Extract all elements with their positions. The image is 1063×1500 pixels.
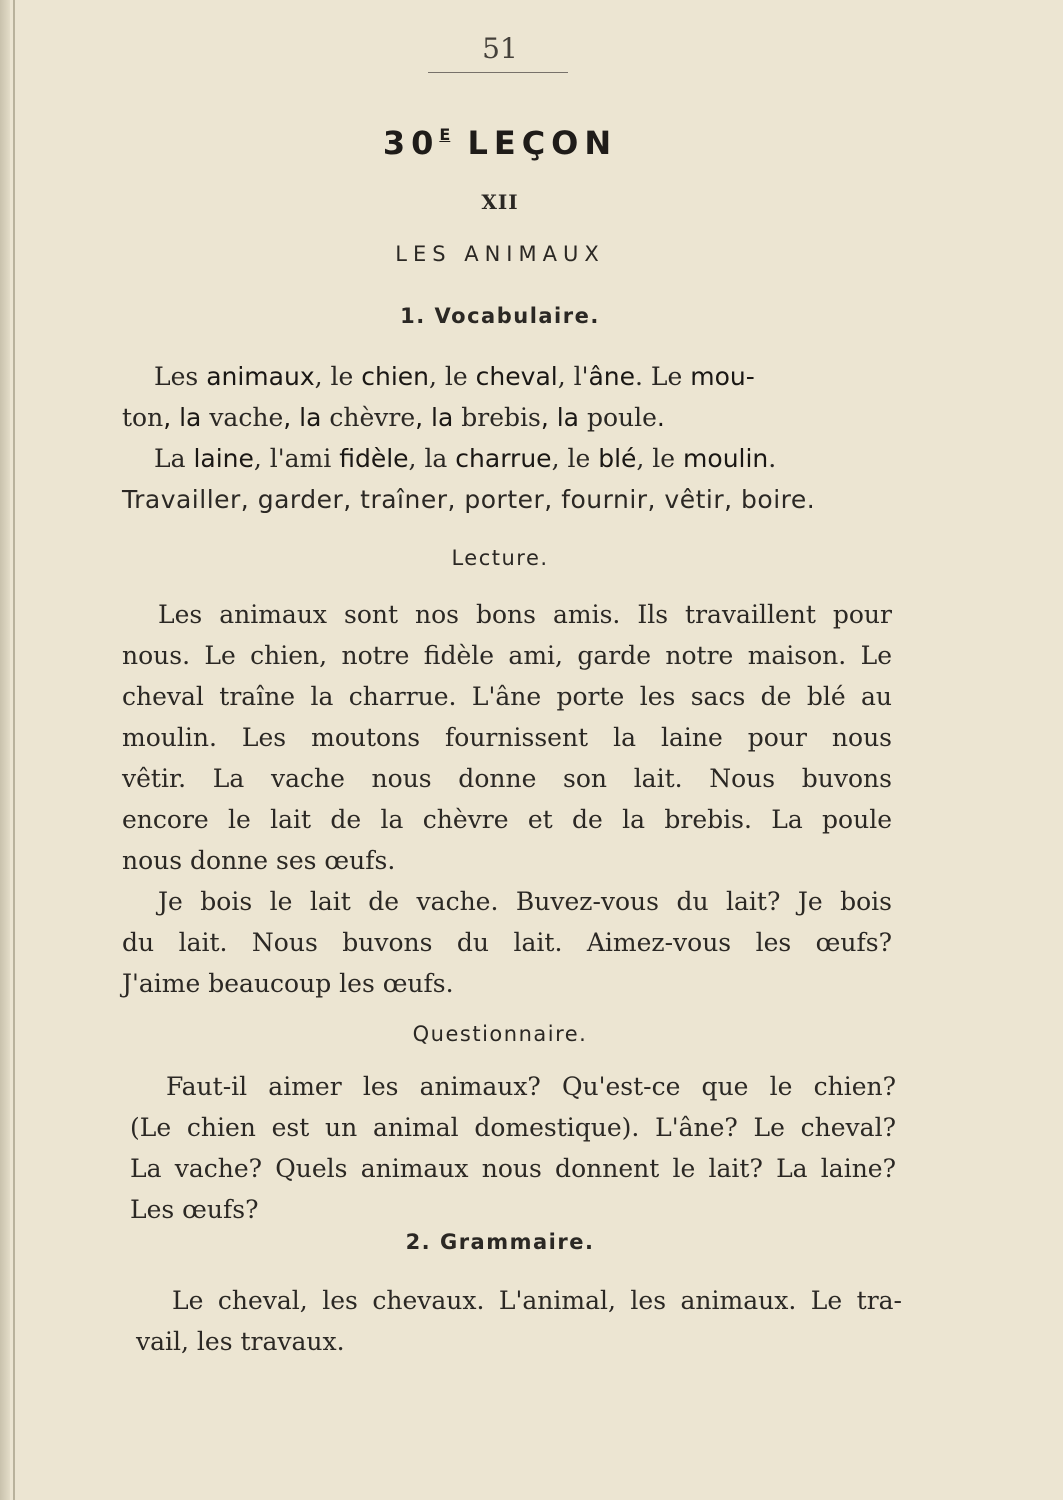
reading-line: nous. Le chien, notre fidèle ami, garde notre maison. Le: [122, 641, 892, 670]
vocab-line: [122, 397, 892, 438]
vocab-paragraph: [122, 356, 892, 520]
page-spine-shadow: [0, 0, 10, 1500]
question-line: Les œufs?: [130, 1195, 259, 1224]
chapter-title: LES ANIMAUX: [395, 242, 605, 266]
questions-heading: Questionnaire.: [412, 1022, 588, 1046]
lesson-suffix: E: [439, 125, 451, 144]
page-number-rule: [428, 72, 568, 73]
vocab-word: , la: [540, 403, 587, 432]
reading-line: cheval traîne la charrue. L'âne porte les sacs de blé au: [122, 682, 892, 711]
reading-line: Les animaux sont nos bons amis. Ils travaillent pour: [158, 600, 892, 629]
lesson-number: 30: [382, 124, 440, 162]
vocab-text: , le: [429, 362, 476, 391]
vocab-word: fidèle: [339, 444, 409, 473]
vocab-text: poule: [586, 403, 657, 432]
vocab-word: animaux: [206, 362, 315, 391]
reading-line: encore le lait de la chèvre et de la brebis. La poule: [122, 805, 892, 834]
page-edge-line: [13, 0, 15, 1500]
vocab-word: chien: [361, 362, 430, 391]
vocab-text: . Le: [635, 362, 691, 391]
vocab-word: , la: [415, 403, 462, 432]
vocab-text: La: [154, 444, 194, 473]
vocab-word: charrue: [455, 444, 552, 473]
vocab-text: , le: [636, 444, 684, 473]
vocab-line: [122, 356, 892, 397]
vocab-text: chèvre: [329, 403, 416, 432]
vocab-text: Travailler, garder, traîner, porter, fournir, vêtir, boire.: [122, 485, 816, 514]
reading-line: vêtir. La vache nous donne son lait. Nous buvons: [122, 764, 892, 793]
reading-line: Je bois le lait de vache. Buvez-vous du lait? Je bois: [158, 887, 892, 916]
roman-numeral: XII: [481, 190, 519, 214]
vocab-heading: 1. Vocabulaire.: [400, 304, 600, 328]
page-number: 51: [482, 32, 518, 65]
vocab-text: , l'ami: [253, 444, 340, 473]
vocab-text: Les: [154, 362, 207, 391]
question-line: (Le chien est un animal domestique). L'âne? Le cheval?: [130, 1113, 896, 1142]
vocab-word: laine: [193, 444, 254, 473]
vocab-line: [122, 479, 892, 520]
vocab-text: , la: [408, 444, 456, 473]
reading-heading: Lecture.: [451, 546, 549, 570]
vocab-word: cheval: [475, 362, 558, 391]
reading-line: du lait. Nous buvons du lait. Aimez-vous les œufs?: [122, 928, 892, 957]
question-line: La vache? Quels animaux nous donnent le lait? La laine?: [130, 1154, 896, 1183]
vocab-text: .: [768, 444, 777, 473]
reading-line: moulin. Les moutons fournissent la laine pour nous: [122, 723, 892, 752]
grammar-line: vail, les travaux.: [136, 1327, 345, 1356]
question-line: Faut-il aimer les animaux? Qu'est-ce que le chien?: [166, 1072, 896, 1101]
vocab-word: moulin: [683, 444, 769, 473]
vocab-text: ton: [122, 403, 164, 432]
lesson-word: LEÇON: [467, 124, 618, 162]
vocab-text: , le: [551, 444, 599, 473]
reading-line: J'aime beaucoup les œufs.: [122, 969, 454, 998]
reading-line: nous donne ses œufs.: [122, 846, 396, 875]
vocab-word: .: [656, 403, 665, 432]
vocab-text: brebis: [461, 403, 541, 432]
grammar-paragraph: [136, 1280, 902, 1362]
questions-paragraph: [130, 1066, 896, 1230]
vocab-word: , la: [163, 403, 210, 432]
vocab-text: , le: [314, 362, 362, 391]
grammar-heading: 2. Grammaire.: [405, 1230, 595, 1254]
grammar-line: Le cheval, les chevaux. L'animal, les animaux. Le tra-: [172, 1286, 902, 1315]
vocab-word: , la: [283, 403, 330, 432]
vocab-word: blé: [598, 444, 637, 473]
vocab-text: vache: [209, 403, 284, 432]
vocab-text: , l': [557, 362, 589, 391]
vocab-word: mou-: [690, 362, 755, 391]
vocab-word: âne: [588, 362, 636, 391]
vocab-line: [122, 438, 892, 479]
reading-paragraph: [122, 594, 892, 1004]
lesson-heading: [0, 124, 1000, 162]
